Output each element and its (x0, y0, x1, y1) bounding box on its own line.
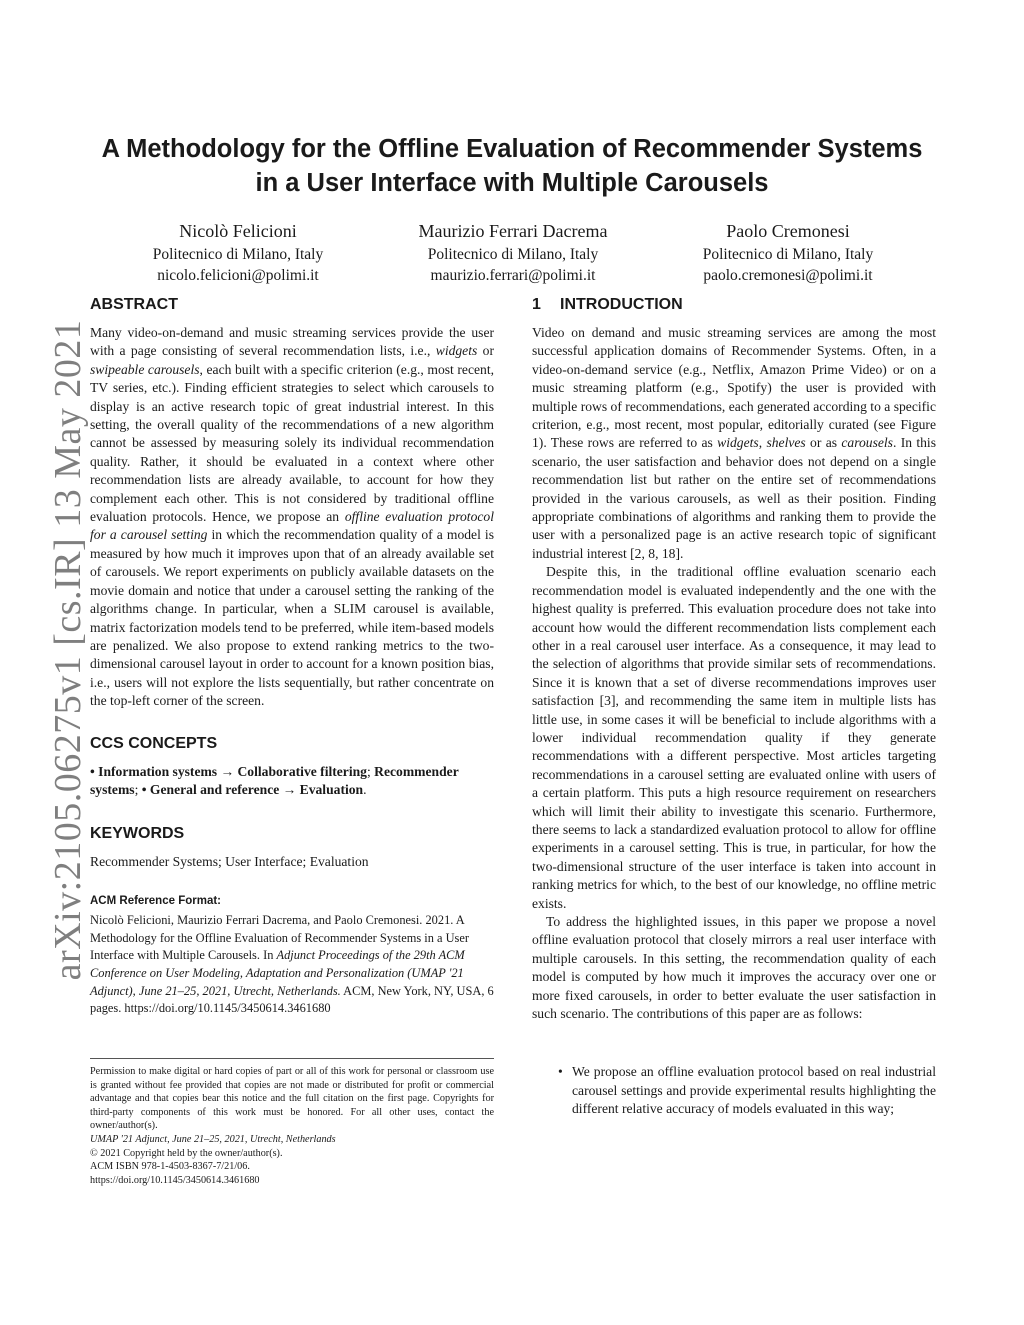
abstract-span: in which the recommendation quality of a model is measured by how much it improves upon that of an already available set of carousels. We report experiments on publicly available datasets on the movie domain and notice that under a carousel setting the ranking of the algorithms change. In particular, when a SLIM carousel is available, matrix factorization models tend to be preferred, while item-based models are penalized. We also propose to extend ranking metrics to the two-dimensional carousel layout in order to account for a known position bias, i.e., users will not explore the lists sequentially, but rather concentrate on the top-left corner of the screen. (90, 527, 494, 709)
abstract-text (90, 324, 494, 711)
intro-span: or as (805, 435, 842, 451)
intro-emphasis: widgets (717, 435, 759, 451)
left-column (90, 294, 494, 1018)
ccs-separator: . (363, 781, 367, 797)
author-affiliation: Politecnico di Milano, Italy (702, 246, 874, 263)
ccs-concept: • General and reference → Evaluation (141, 781, 364, 797)
abstract-emphasis: swipeable carousels (90, 361, 200, 377)
author-affiliation: Politecnico di Milano, Italy (427, 246, 599, 263)
author-name: Nicolò Felicioni (179, 221, 297, 241)
intro-emphasis: carousels (841, 435, 893, 451)
abstract-span: Many video-on-demand and music streaming services provide the user with a page consisting of several recommendation lists, i.e., (90, 325, 494, 359)
acm-reference-span: ACM, New York, NY, USA, 6 pages. https://doi.org/10.1145/3450614.3461680 (90, 983, 494, 1016)
intro-span: . In this scenario, the user satisfaction and behavior does not depend on a single recommendation list but rather on the entire set of recommendations provided in the various carousels, as well as their position. Finding appropriate combinations of algorithms and ranking them to provide the user with a personalized page is an active research topic of significant industrial interest [2, 8, 18]. (532, 435, 936, 561)
abstract-emphasis: widgets (435, 343, 478, 359)
introduction-heading (532, 294, 936, 316)
author-email: paolo.cremonesi@polimi.it (703, 267, 873, 284)
author-name: Maurizio Ferrari Dacrema (418, 221, 608, 241)
permission-text: Permission to make digital or hard copies of part or all of this work for personal or classroom use is granted without fee provided that copies are not made or distributed for profit or commercial advantage and that copies bear this notice and the full citation on the first page. Copyrights for third-party components of this work must be honored. For all other uses, contact the owner/author(s). (90, 1066, 494, 1132)
author-email: nicolo.felicioni@polimi.it (157, 267, 319, 284)
doi-line: https://doi.org/10.1145/3450614.3461680 (90, 1174, 260, 1186)
contributions-list (532, 1063, 936, 1118)
author-block (668, 218, 908, 286)
abstract-span: , each built with a specific criterion (e.g., most recent, TV series, etc.). Finding efficient strategies to select which carousels to display is an active research topic of great industrial interest. In this setting, the overall quality of the recommendations of a new algorithm cannot be assessed by measuring solely its individual recommendation quality. Rather, it should be evaluated in a context where other recommendation lists are already available, to account for how they complement each other. This is not considered by traditional offline evaluation protocols. Hence, we propose an (90, 361, 494, 525)
abstract-emphasis: offline evaluation protocol for a carousel setting (90, 509, 494, 543)
intro-paragraph: Despite this, in the traditional offline evaluation scenario each recommendation model is evaluated independently and the one with the highest quality is preferred. This evaluation procedure does not take into account how would the different recommendation lists complement each other in a real carousel user interface. As a consequence, it may lead to the selection of algorithms that provide similar sets of recommendations. Since it is known that a set of diverse recommendations improves user satisfaction [3], and recommending the same item in multiple lists has little use, in some cases it will be beneficial to include algorithms with a lower individual recommendation quality if they generate recommendations with a different perspective. Most articles targeting recommendations in a carousel setting are evaluated online with users of a certain platform. This puts a high resource requirement on researchers which will limit their ability to investigate this scenario. Furthermore, there seems to lack a standardized evaluation protocol to allow for offline experiments in a carousel setting. This is true, in particular, for how the two-dimensional structure of the user interface is taken into account in ranking metrics for which, to the best of our knowledge, no offline metric exists. (532, 564, 936, 911)
section-number: 1 (532, 296, 541, 313)
author-affiliation: Politecnico di Milano, Italy (152, 246, 324, 263)
venue-text: UMAP '21 Adjunct, June 21–25, 2021, Utrecht, Netherlands (90, 1133, 336, 1145)
ccs-heading: CCS CONCEPTS (90, 734, 218, 752)
abstract-span: or (477, 343, 494, 359)
keywords-heading: KEYWORDS (90, 825, 185, 843)
ccs-separator: ; (366, 763, 375, 779)
isbn-line: ACM ISBN 978-1-4503-8367-7/21/06. (90, 1161, 250, 1173)
intro-paragraph: To address the highlighted issues, in this paper we propose a novel offline evaluation protocol that closely mirrors a real user interface with multiple carousels. In this setting, the recommendation quality of each model is computed by how much it improves the accuracy over one or more fixed carousels, in order to better evaluate the user satisfaction in such scenario. The contributions of this paper are as follows: (532, 914, 936, 1022)
bullet-icon: • (558, 1064, 563, 1080)
permission-footnote (90, 1058, 494, 1187)
intro-span: Video on demand and music streaming services are among the most successful application domains of Recommender Systems. Often, in a video-on-demand service (e.g., Netflix, Amazon Prime Video) or on a music streaming platform (e.g., Spotify) the user is provided with multiple rows of recommendations, each generated according to a specific criterion, e.g., most recent, most popular, editorially curated (see Figure 1). These rows are referred to as (532, 325, 936, 451)
intro-emphasis: shelves (766, 435, 806, 451)
acm-reference-span: Nicolò Felicioni, Maurizio Ferrari Dacrema, and Paolo Cremonesi. 2021. A Methodology for the Offline Evaluation of Recommender Systems in a User Interface with Multiple Carousels. In (90, 913, 469, 963)
right-column (532, 294, 936, 1119)
ccs-concept: • Information systems → Collaborative filtering (90, 763, 367, 779)
author-email: maurizio.ferrari@polimi.it (430, 267, 596, 284)
author-name: Paolo Cremonesi (726, 221, 850, 241)
abstract-heading: ABSTRACT (90, 296, 178, 313)
author-block (388, 218, 638, 286)
author-block (118, 218, 358, 286)
acm-reference-text (90, 912, 494, 1018)
venue-line (90, 1133, 494, 1147)
paper-title: A Methodology for the Offline Evaluation of Recommender Systems in a User Interface with Multiple Carousels (101, 135, 923, 197)
copyright-line: © 2021 Copyright held by the owner/author(s). (90, 1147, 283, 1159)
section-title: INTRODUCTION (560, 296, 683, 313)
intro-span: , (758, 435, 767, 451)
keywords-text: Recommender Systems; User Interface; Evaluation (90, 854, 369, 870)
intro-paragraph (532, 324, 936, 563)
ccs-separator: ; (134, 781, 142, 797)
list-item-text: We propose an offline evaluation protocol based on real industrial carousel settings and provide experimental results highlighting the different relative accuracy of models evaluated in this way; (572, 1064, 936, 1117)
acm-reference-heading: ACM Reference Format: (90, 894, 221, 907)
acm-reference-venue: Adjunct Proceedings of the 29th ACM Conference on User Modeling, Adaptation and Personalization (UMAP '21 Adjunct), June 21–25, 2021, Utrecht, Netherlands. (90, 948, 465, 998)
ccs-concepts (90, 763, 494, 800)
list-item (532, 1063, 936, 1118)
arxiv-identifier-stamp: arXiv:2105.06275v1 [cs.IR] 13 May 2021 (47, 319, 89, 981)
ccs-concept: Recommender systems (90, 763, 459, 797)
